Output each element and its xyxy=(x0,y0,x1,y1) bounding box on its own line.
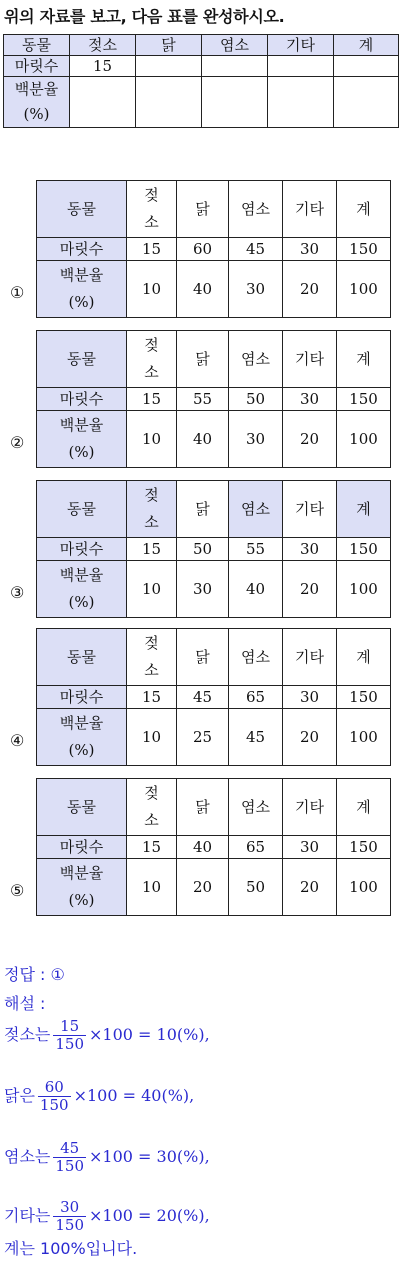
question-table xyxy=(3,34,399,128)
table-cell xyxy=(268,77,334,128)
table-cell: 150 xyxy=(337,238,391,261)
header-cell-text: 소 xyxy=(144,811,159,829)
header-cell-text: 젖 xyxy=(144,336,159,354)
table-cell xyxy=(202,56,268,77)
line-prefix: 염소는 xyxy=(4,1147,51,1166)
line-result: ×100 = 20(%), xyxy=(89,1206,210,1225)
line-prefix: 닭은 xyxy=(4,1086,35,1105)
table-cell xyxy=(136,77,202,128)
fraction-numerator: 60 xyxy=(38,1079,71,1097)
final-line xyxy=(4,1236,137,1259)
table-row xyxy=(37,859,391,916)
header-cell: 염소 xyxy=(229,481,283,538)
table-row xyxy=(37,388,391,411)
header-cell: 계 xyxy=(337,331,391,388)
header-cell: 닭 xyxy=(177,181,229,238)
answer-label: 정답 : xyxy=(4,965,46,984)
table-cell: 45 xyxy=(177,686,229,709)
header-cell: 기타 xyxy=(283,779,337,836)
header-cell: 염소 xyxy=(202,35,268,56)
header-cell-text: 젖 xyxy=(144,634,159,652)
table-row xyxy=(37,561,391,618)
percent-unit: (%) xyxy=(68,293,95,311)
table-row xyxy=(37,238,391,261)
header-cell xyxy=(127,481,177,538)
table-header-row xyxy=(37,331,391,388)
answer-line xyxy=(4,962,65,985)
header-cell: 염소 xyxy=(229,629,283,686)
fraction-numerator: 45 xyxy=(53,1140,86,1158)
header-cell-text: 소 xyxy=(144,213,159,231)
explanation-line xyxy=(4,1140,210,1175)
row-label xyxy=(4,77,70,128)
table-cell: 10 xyxy=(127,261,177,318)
fraction-numerator: 30 xyxy=(53,1199,86,1217)
header-cell: 닭 xyxy=(136,35,202,56)
table-cell: 30 xyxy=(283,686,337,709)
header-cell xyxy=(127,779,177,836)
table-cell: 20 xyxy=(283,859,337,916)
table-cell: 150 xyxy=(337,686,391,709)
fraction-denominator: 150 xyxy=(55,1035,85,1053)
final-rest: 100%입니다. xyxy=(40,1239,138,1258)
fraction-numerator: 15 xyxy=(53,1018,86,1036)
header-cell: 닭 xyxy=(177,331,229,388)
explanation-line xyxy=(4,1199,210,1234)
header-cell-text: 소 xyxy=(144,661,159,679)
header-cell: 동물 xyxy=(37,779,127,836)
table-cell: 15 xyxy=(127,388,177,411)
table-cell: 50 xyxy=(177,538,229,561)
table-cell: 40 xyxy=(177,411,229,468)
explanation-label: 해설 : xyxy=(4,994,46,1013)
row-label xyxy=(37,561,127,618)
table-cell: 55 xyxy=(229,538,283,561)
table-cell: 20 xyxy=(283,709,337,766)
table-cell: 55 xyxy=(177,388,229,411)
option-table xyxy=(36,778,391,916)
percent-label: 백분율 xyxy=(59,566,104,584)
line-prefix: 젖소는 xyxy=(4,1025,51,1044)
option-marker[interactable]: ③ xyxy=(10,583,25,602)
header-cell-text: 젖 xyxy=(144,486,159,504)
header-cell: 닭 xyxy=(177,779,229,836)
header-cell-text: 소 xyxy=(144,513,159,531)
option-marker[interactable]: ⑤ xyxy=(10,881,25,900)
percent-unit: (%) xyxy=(68,593,95,611)
header-cell xyxy=(127,181,177,238)
table-row xyxy=(37,411,391,468)
header-cell-text: 젖 xyxy=(144,784,159,802)
table-cell: 30 xyxy=(283,388,337,411)
table-cell xyxy=(202,77,268,128)
percent-unit: (%) xyxy=(68,741,95,759)
option-table xyxy=(36,480,391,618)
header-cell: 동물 xyxy=(37,629,127,686)
header-cell: 동물 xyxy=(37,331,127,388)
table-cell xyxy=(334,77,399,128)
table-cell: 150 xyxy=(337,836,391,859)
header-cell: 기타 xyxy=(283,481,337,538)
table-cell: 50 xyxy=(229,388,283,411)
table-row xyxy=(37,538,391,561)
table-cell: 30 xyxy=(283,836,337,859)
header-cell: 염소 xyxy=(229,779,283,836)
line-result: ×100 = 40(%), xyxy=(73,1086,195,1105)
fraction-denominator: 150 xyxy=(55,1157,85,1175)
final-prefix: 계는 xyxy=(4,1239,35,1258)
table-row xyxy=(4,56,399,77)
question-text: 위의 자료를 보고, 다음 표를 완성하시오. xyxy=(4,7,285,26)
line-prefix: 기타는 xyxy=(4,1206,51,1225)
header-cell: 계 xyxy=(337,481,391,538)
percent-unit: (%) xyxy=(68,891,95,909)
row-label: 마릿수 xyxy=(4,56,70,77)
percent-label: 백분율 xyxy=(59,864,104,882)
table-cell: 100 xyxy=(337,561,391,618)
table-cell: 40 xyxy=(229,561,283,618)
table-cell: 100 xyxy=(337,411,391,468)
header-cell: 기타 xyxy=(283,331,337,388)
fraction xyxy=(38,1079,71,1114)
table-cell: 20 xyxy=(177,859,229,916)
percent-unit: (%) xyxy=(23,105,50,123)
table-cell: 10 xyxy=(127,411,177,468)
fraction xyxy=(53,1140,86,1175)
header-cell: 동물 xyxy=(37,181,127,238)
table-cell: 40 xyxy=(177,261,229,318)
table-cell: 100 xyxy=(337,859,391,916)
table-cell: 100 xyxy=(337,709,391,766)
table-cell: 30 xyxy=(229,261,283,318)
option-table xyxy=(36,330,391,468)
table-cell: 30 xyxy=(229,411,283,468)
table-cell: 65 xyxy=(229,836,283,859)
table-cell xyxy=(268,56,334,77)
table-header-row xyxy=(4,35,399,56)
table-cell: 150 xyxy=(337,388,391,411)
header-cell: 염소 xyxy=(229,181,283,238)
row-label xyxy=(37,411,127,468)
table-cell: 10 xyxy=(127,709,177,766)
row-label: 마릿수 xyxy=(37,238,127,261)
table-cell: 60 xyxy=(177,238,229,261)
header-cell: 기타 xyxy=(283,181,337,238)
table-header-row xyxy=(37,181,391,238)
fraction-denominator: 150 xyxy=(39,1096,69,1114)
fraction xyxy=(53,1199,86,1234)
percent-label: 백분율 xyxy=(59,416,104,434)
header-cell: 염소 xyxy=(229,331,283,388)
percent-label: 백분율 xyxy=(14,80,59,98)
table-cell: 50 xyxy=(229,859,283,916)
percent-label: 백분율 xyxy=(59,266,104,284)
row-label: 마릿수 xyxy=(37,538,127,561)
table-cell: 30 xyxy=(177,561,229,618)
row-label: 마릿수 xyxy=(37,388,127,411)
table-header-row xyxy=(37,481,391,538)
table-cell: 150 xyxy=(337,538,391,561)
row-label: 마릿수 xyxy=(37,836,127,859)
fraction-denominator: 150 xyxy=(55,1216,85,1234)
header-cell: 계 xyxy=(334,35,399,56)
table-cell: 10 xyxy=(127,561,177,618)
table-cell: 45 xyxy=(229,709,283,766)
table-cell: 45 xyxy=(229,238,283,261)
header-cell: 닭 xyxy=(177,629,229,686)
header-cell-text: 젖 xyxy=(144,186,159,204)
table-row xyxy=(37,686,391,709)
table-cell: 25 xyxy=(177,709,229,766)
header-cell xyxy=(127,331,177,388)
row-label: 마릿수 xyxy=(37,686,127,709)
header-cell: 닭 xyxy=(177,481,229,538)
table-row xyxy=(37,709,391,766)
header-cell: 계 xyxy=(337,779,391,836)
line-result: ×100 = 10(%), xyxy=(89,1025,210,1044)
header-cell: 계 xyxy=(337,181,391,238)
header-cell: 동물 xyxy=(4,35,70,56)
option-table xyxy=(36,628,391,766)
header-cell: 기타 xyxy=(268,35,334,56)
table-cell: 40 xyxy=(177,836,229,859)
table-header-row xyxy=(37,629,391,686)
header-cell xyxy=(127,629,177,686)
row-label xyxy=(37,709,127,766)
table-row xyxy=(4,77,399,128)
option-table xyxy=(36,180,391,318)
table-row xyxy=(37,261,391,318)
answer-value: ① xyxy=(50,965,65,984)
header-cell: 계 xyxy=(337,629,391,686)
percent-unit: (%) xyxy=(68,443,95,461)
table-cell: 15 xyxy=(70,56,136,77)
header-cell-text: 소 xyxy=(144,363,159,381)
table-cell: 10 xyxy=(127,859,177,916)
table-header-row xyxy=(37,779,391,836)
fraction xyxy=(53,1018,86,1053)
table-cell: 15 xyxy=(127,238,177,261)
header-cell: 동물 xyxy=(37,481,127,538)
table-cell: 20 xyxy=(283,411,337,468)
header-cell: 기타 xyxy=(283,629,337,686)
table-row xyxy=(37,836,391,859)
table-cell xyxy=(334,56,399,77)
table-cell: 15 xyxy=(127,538,177,561)
option-marker[interactable]: ② xyxy=(10,433,25,452)
table-cell: 20 xyxy=(283,261,337,318)
table-cell: 15 xyxy=(127,686,177,709)
table-cell: 30 xyxy=(283,238,337,261)
percent-label: 백분율 xyxy=(59,714,104,732)
row-label xyxy=(37,261,127,318)
table-cell: 20 xyxy=(283,561,337,618)
table-cell: 15 xyxy=(127,836,177,859)
explanation-line xyxy=(4,1079,194,1114)
line-result: ×100 = 30(%), xyxy=(89,1147,210,1166)
table-cell xyxy=(136,56,202,77)
table-cell: 100 xyxy=(337,261,391,318)
table-cell: 65 xyxy=(229,686,283,709)
option-marker[interactable]: ① xyxy=(10,283,25,302)
row-label xyxy=(37,859,127,916)
table-cell: 30 xyxy=(283,538,337,561)
explanation-line xyxy=(4,1018,210,1053)
header-cell: 젖소 xyxy=(70,35,136,56)
table-cell xyxy=(70,77,136,128)
option-marker[interactable]: ④ xyxy=(10,731,25,750)
